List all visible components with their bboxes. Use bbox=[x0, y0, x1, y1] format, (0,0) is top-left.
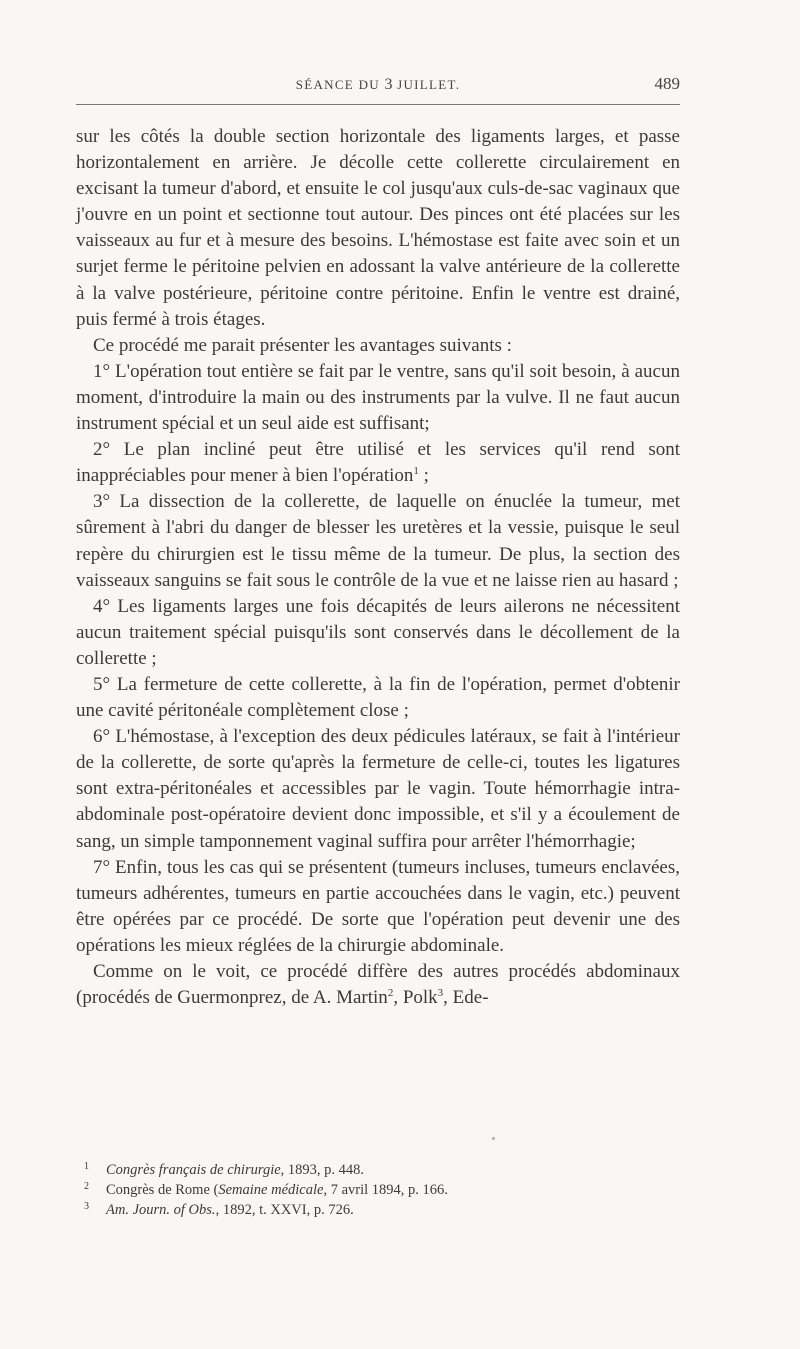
paragraph-10 bbox=[76, 959, 680, 1011]
footnote-title: Congrès français de chirurgie bbox=[106, 1162, 281, 1178]
footnotes bbox=[76, 1160, 680, 1220]
paragraph-7: 5° La fermeture de cette collerette, à la fin de l'opération, permet d'obtenir une cavité péritonéale complètement close ; bbox=[76, 673, 680, 722]
footnote-ref-2: 2 bbox=[387, 987, 394, 1000]
footnote-mark: 1 bbox=[84, 1161, 89, 1172]
paragraph-4-text: 2° Le plan incliné peut être utilisé et les services qu'il rend sont inappréciables pour mener à bien l'opération bbox=[76, 439, 680, 487]
footnote-text: , 7 avril 1894, p. 166. bbox=[323, 1182, 448, 1198]
paragraph-10-text-b: , Polk bbox=[393, 987, 438, 1009]
body-text bbox=[76, 124, 680, 1011]
separator-dot bbox=[492, 1137, 495, 1140]
footnote-mark: 3 bbox=[84, 1201, 89, 1212]
paragraph-10-text-c: , Ede- bbox=[443, 987, 489, 1009]
paragraph-3: 1° L'opération tout entière se fait par le ventre, sans qu'il soit besoin, à aucun moment, d'introduire la main ou des instruments par la vulve. Il ne faut aucun instrument spécial et un seul aide est suffisant; bbox=[76, 360, 680, 435]
header-rule bbox=[76, 104, 680, 105]
running-head bbox=[76, 74, 680, 98]
paragraph-8: 6° L'hémostase, à l'exception des deux pédicules latéraux, se fait à l'intérieur de la collerette, de sorte qu'après la fermeture de celle-ci, toutes les ligatures sont extra-péritonéales et accessibles par le vagin. Toute hémorrhagie intra-abdominale post-opératoire devient donc impossible, et s'il y a écoulement de sang, un simple tamponnement vaginal suffira pour arrêter l'hémorrhagie; bbox=[76, 726, 680, 852]
running-title-prefix: SÉANCE DU bbox=[295, 77, 385, 92]
footnote-3 bbox=[76, 1200, 680, 1220]
paragraph-6: 4° Les ligaments larges une fois décapités de leurs ailerons ne nécessitent aucun traitement spécial puisqu'ils sont conservés dans le décollement de la collerette ; bbox=[76, 595, 680, 669]
page-number: 489 bbox=[654, 74, 680, 93]
paragraph-9: 7° Enfin, tous les cas qui se présentent (tumeurs incluses, tumeurs enclavées, tumeurs adhérentes, tumeurs en partie accouchées dans le vagin, etc.) peuvent être opérées par ce procédé. De sorte que l'opération peut devenir une des opérations les mieux réglées de la chirurgie abdominale. bbox=[76, 856, 680, 956]
running-title-suffix: JUILLET. bbox=[392, 77, 461, 92]
footnote-mark: 2 bbox=[84, 1181, 89, 1192]
paragraph-10-text-a: Comme on le voit, ce procédé diffère des autres procédés abdominaux (procédés de Guermonprez, de A. Martin bbox=[76, 961, 680, 1009]
footnote-pre: Congrès de Rome ( bbox=[106, 1182, 219, 1198]
footnote-title: Semaine médicale bbox=[218, 1182, 324, 1198]
paragraph-5: 3° La dissection de la collerette, de laquelle on énuclée la tumeur, met sûrement à l'abri du danger de blesser les uretères et la vessie, puisque le seul repère du chirurgien est le tissu même de la tumeur. De plus, la section des vaisseaux sanguins se fait sous le contrôle de la vue et ne laisse rien au hasard ; bbox=[76, 491, 680, 591]
paragraph-4-end: ; bbox=[418, 465, 429, 487]
paragraph-2: Ce procédé me parait présenter les avantages suivants : bbox=[93, 334, 512, 356]
footnote-ref-1: 1 bbox=[413, 465, 419, 478]
footnote-text: , 1892, t. XXVI, p. 726. bbox=[215, 1202, 354, 1218]
footnote-2 bbox=[76, 1180, 680, 1200]
paragraph-4 bbox=[76, 437, 680, 489]
footnote-1 bbox=[76, 1160, 680, 1180]
running-title bbox=[76, 76, 680, 94]
paragraph-1: sur les côtés la double section horizontale des ligaments larges, et passe horizontalement en arrière. Je décolle cette collerette circulairement en excisant la tumeur d'abord, et ensuite le col jusqu'aux culs-de-sac vaginaux que j'ouvre en un point et sectionne tout autour. Des pinces ont été placées sur les vaisseaux au fur et à mesure des besoins. L'hémostase est faite avec soin et un surjet ferme le péritoine pelvien en adossant la valve antérieure de la collerette à la valve postérieure, péritoine contre péritoine. Enfin le ventre est drainé, puis fermé à trois étages. bbox=[76, 126, 680, 330]
footnote-text: , 1893, p. 448. bbox=[280, 1162, 365, 1178]
footnote-title: Am. Journ. of Obs. bbox=[106, 1202, 216, 1218]
running-title-number: 3 bbox=[384, 76, 393, 93]
footnote-ref-3: 3 bbox=[437, 987, 444, 1000]
